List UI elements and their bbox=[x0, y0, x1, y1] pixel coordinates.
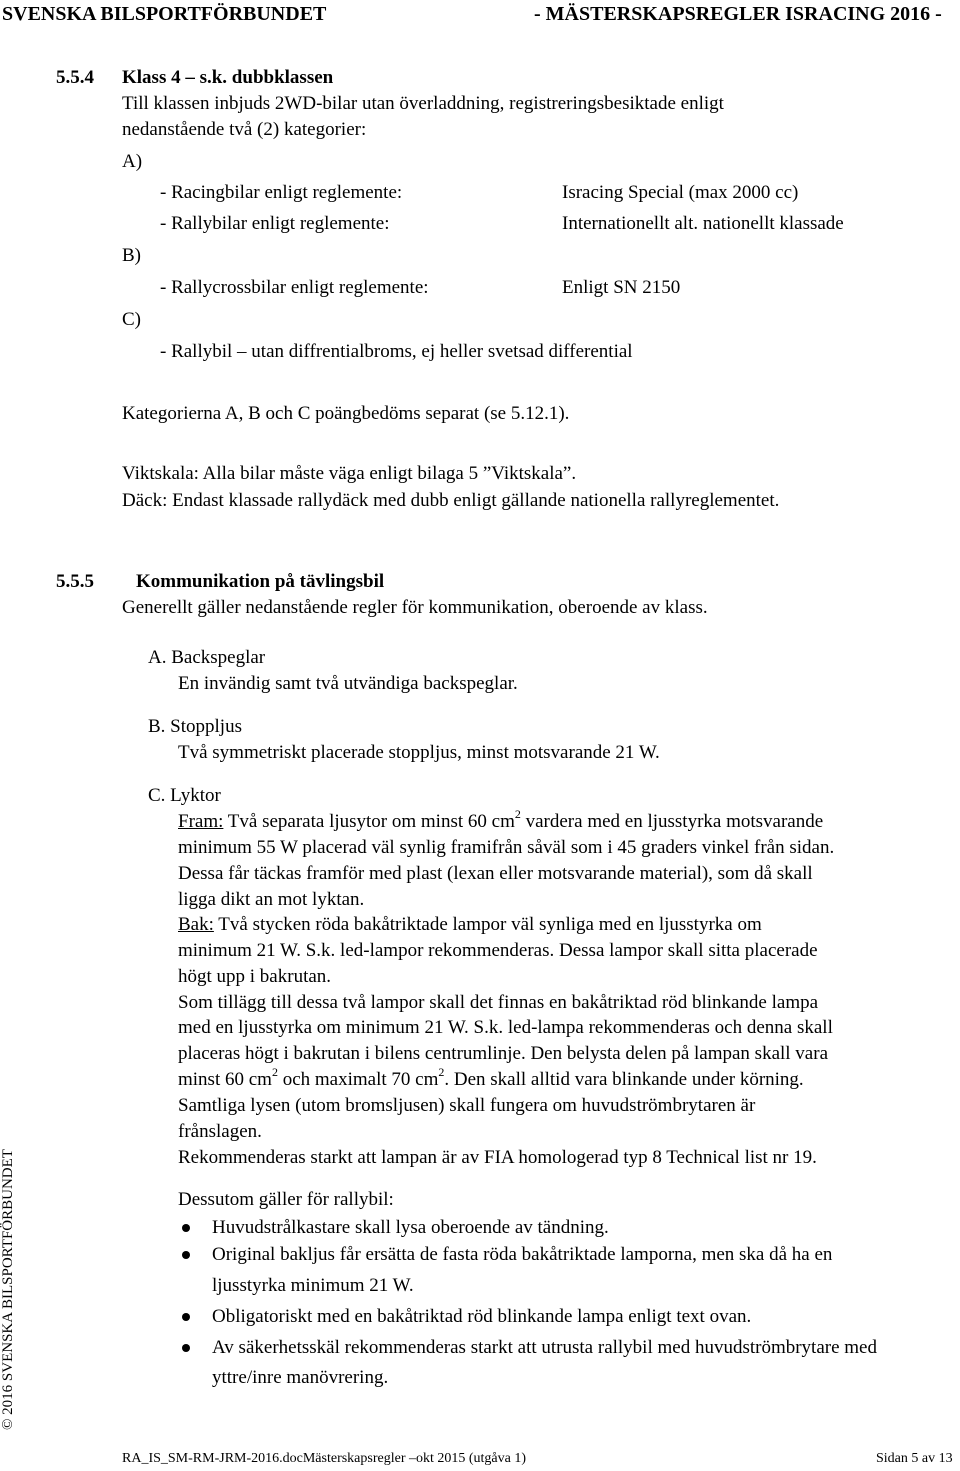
tyres-text: Däck: Endast klassade rallydäck med dubb enligt gällande nationella rallyreglementet. bbox=[122, 490, 780, 511]
bak-line-1-text: Två stycken röda bakåtriktade lampor väl synliga med en ljusstyrka om bbox=[213, 914, 762, 935]
bak-label: Bak: bbox=[178, 914, 214, 935]
c1-text: - Rallybil – utan diffrentialbroms, ej heller svetsad differential bbox=[160, 341, 633, 362]
extra-line-2: med en ljusstyrka om minimum 21 W. S.k. led-lampa rekommenderas och denna skall bbox=[178, 1017, 833, 1038]
all-lights-line-2: frånslagen. bbox=[178, 1121, 262, 1142]
bullet-1-line-1: Huvudstrålkastare skall lysa oberoende av tändning. bbox=[212, 1217, 609, 1238]
stoppljus-title: B. Stoppljus bbox=[148, 716, 242, 737]
fram-line-3: Dessa får täckas framför med plast (lexan eller motsvarande material), som då skall bbox=[178, 863, 813, 884]
lyktor-title: C. Lyktor bbox=[148, 785, 221, 806]
sidebar-copyright: © 2016 SVENSKA BILSPORTFÖRBUNDET bbox=[0, 1149, 16, 1430]
weight-text: Viktskala: Alla bilar måste väga enligt bilaga 5 ”Viktskala”. bbox=[122, 463, 577, 484]
bullet-dot bbox=[182, 1344, 190, 1352]
bullet-4-line-2: yttre/inre manövrering. bbox=[212, 1367, 389, 1388]
all-lights-line-1: Samtliga lysen (utom bromsljusen) skall fungera om huvudströmbrytaren är bbox=[178, 1095, 756, 1116]
bullet-dot bbox=[182, 1224, 190, 1232]
category-a-label: A) bbox=[122, 151, 143, 172]
bak-line-2: minimum 21 W. S.k. led-lampor rekommenderas. Dessa lampor skall sitta placerade bbox=[178, 940, 818, 961]
recommend-text: Rekommenderas starkt att lampan är av FIA homologerad typ 8 Technical list nr 19. bbox=[178, 1147, 817, 1168]
section-title-554: Klass 4 – s.k. dubbklassen bbox=[122, 67, 334, 88]
extra-sup-2: 2 bbox=[438, 1064, 445, 1079]
bullet-dot bbox=[182, 1251, 190, 1259]
backspeglar-text: En invändig samt två utvändiga backspeglar. bbox=[178, 673, 518, 694]
b1-value: Enligt SN 2150 bbox=[562, 277, 681, 298]
intro-line-2: nedanstående två (2) kategorier: bbox=[122, 119, 367, 140]
bullet-3-line-1: Obligatoriskt med en bakåtriktad röd blinkande lampa enligt text ovan. bbox=[212, 1306, 752, 1327]
bullet-4-line-1: Av säkerhetsskäl rekommenderas starkt att utrusta rallybil med huvudströmbrytare med bbox=[212, 1337, 877, 1358]
bak-line-1 bbox=[178, 913, 762, 937]
bullet-2-line-2: ljusstyrka minimum 21 W. bbox=[212, 1275, 414, 1296]
section-number-554: 5.5.4 bbox=[56, 67, 94, 88]
fram-line-1b: vardera med en ljusstyrka motsvarande bbox=[520, 811, 824, 832]
b1-label: - Rallycrossbilar enligt reglemente: bbox=[160, 277, 429, 298]
section-555-intro: Generellt gäller nedanstående regler för kommunikation, oberoende av klass. bbox=[122, 597, 708, 618]
a2-label: - Rallybilar enligt reglemente: bbox=[160, 213, 390, 234]
section-number-555: 5.5.5 bbox=[56, 571, 94, 592]
fram-line-1a: Två separata ljusytor om minst 60 cm bbox=[223, 811, 515, 832]
fram-sup: 2 bbox=[514, 806, 521, 821]
scoring-text: Kategorierna A, B och C poängbedöms separat (se 5.12.1). bbox=[122, 403, 570, 424]
extra-line-3: placeras högt i bakrutan i bilens centrumlinje. Den belysta delen på lampan skall vara bbox=[178, 1043, 828, 1064]
extra-sup-1: 2 bbox=[271, 1064, 278, 1079]
footer-doc: RA_IS_SM-RM-JRM-2016.docMästerskapsregler –okt 2015 (utgåva 1) bbox=[122, 1451, 527, 1466]
fram-line-2: minimum 55 W placerad väl synlig framifrån såväl som i 45 graders vinkel från sidan. bbox=[178, 837, 835, 858]
bak-line-3: högt upp i bakrutan. bbox=[178, 966, 332, 987]
fram-line-4: ligga dikt an mot lyktan. bbox=[178, 889, 365, 910]
a1-label: - Racingbilar enligt reglemente: bbox=[160, 182, 403, 203]
extra-line-4b: och maximalt 70 cm bbox=[277, 1069, 439, 1090]
intro-line-1: Till klassen inbjuds 2WD-bilar utan överladdning, registreringsbesiktade enligt bbox=[122, 93, 724, 114]
category-c-label: C) bbox=[122, 309, 141, 330]
extra-line-4c: . Den skall alltid vara blinkande under körning. bbox=[444, 1069, 804, 1090]
a1-value: Isracing Special (max 2000 cc) bbox=[562, 182, 799, 203]
extra-line-1: Som tillägg till dessa två lampor skall det finnas en bakåtriktad röd blinkande lampa bbox=[178, 992, 819, 1013]
extra-line-4a: minst 60 cm bbox=[178, 1069, 272, 1090]
bullet-dot bbox=[182, 1313, 190, 1321]
stoppljus-text: Två symmetriskt placerade stoppljus, minst motsvarande 21 W. bbox=[178, 742, 660, 763]
a2-value: Internationellt alt. nationellt klassade bbox=[562, 213, 844, 234]
category-b-label: B) bbox=[122, 245, 141, 266]
header-org: SVENSKA BILSPORTFÖRBUNDET bbox=[2, 3, 327, 25]
extra-line-4 bbox=[178, 1064, 804, 1092]
header-title: - MÄSTERSKAPSREGLER ISRACING 2016 - bbox=[534, 3, 942, 25]
fram-line-1 bbox=[178, 806, 824, 834]
fram-label: Fram: bbox=[178, 811, 224, 832]
footer-page: Sidan 5 av 13 bbox=[876, 1451, 953, 1466]
bullet-2-line-1: Original bakljus får ersätta de fasta röda bakåtriktade lamporna, men ska då ha en bbox=[212, 1244, 833, 1265]
section-title-555: Kommunikation på tävlingsbil bbox=[136, 571, 385, 592]
backspeglar-title: A. Backspeglar bbox=[148, 647, 266, 668]
rally-intro: Dessutom gäller för rallybil: bbox=[178, 1189, 394, 1210]
